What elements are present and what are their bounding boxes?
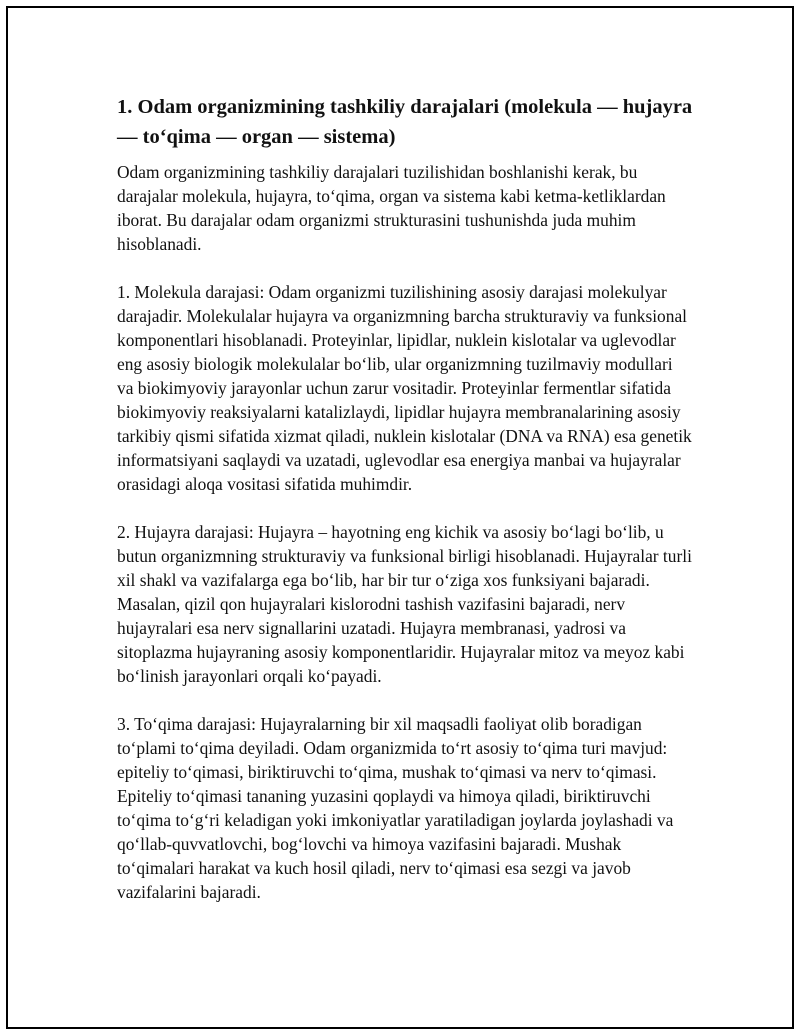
document-body [117,92,693,928]
molecule-level-paragraph: 1. Molekula darajasi: Odam organizmi tuzilishining asosiy darajasi molekulyar darajadir. Molekulalar hujayra va organizmning barcha strukturaviy va funksional komponentlari hisoblanadi. Proteyinlar, lipidlar, nuklein kislotalar va uglevodlar eng asosiy biologik molekulalar bo‘lib, ular organizmning tuzilmaviy modullari va biokimyoviy jarayonlar uchun zarur vositadir. Proteyinlar fermentlar sifatida biokimyoviy reaksiyalarni katalizlaydi, lipidlar hujayra membranalarining asosiy tarkibiy qismi sifatida xizmat qiladi, nuklein kislotalar (DNA va RNA) esa genetik informatsiyani saqlaydi va uzatadi, uglevodlar esa energiya manbai va hujayralar orasidagi aloqa vositasi sifatida muhimdir. [117,282,692,494]
cell-level-paragraph: 2. Hujayra darajasi: Hujayra – hayotning eng kichik va asosiy bo‘lagi bo‘lib, u butun organizmning strukturaviy va funksional birligi hisoblanadi. Hujayralar turli xil shakl va vazifalarga ega bo‘lib, har bir tur o‘ziga xos funksiyani bajaradi. Masalan, qizil qon hujayralari kislorodni tashish vazifasini bajaradi, nerv hujayralari esa nerv signallarini uzatadi. Hujayra membranasi, yadrosi va sitoplazma hujayraning asosiy komponentlaridir. Hujayralar mitoz va meyoz kabi bo‘linish jarayonlari orqali ko‘payadi. [117,522,692,686]
tissue-level-paragraph: 3. To‘qima darajasi: Hujayralarning bir xil maqsadli faoliyat olib boradigan to‘plami to‘qima deyiladi. Odam organizmida to‘rt asosiy to‘qima turi mavjud: epiteliy to‘qimasi, biriktiruvchi to‘qima, mushak to‘qimasi va nerv to‘qimasi. Epiteliy to‘qimasi tananing yuzasini qoplaydi va himoya qiladi, biriktiruvchi to‘qima to‘g‘ri keladigan yoki imkoniyatlar yaratiladigan joylarda joylashadi va qo‘llab-quvvatlovchi, bog‘lovchi va himoya vazifasini bajaradi. Mushak to‘qimalari harakat va kuch hosil qiladi, nerv to‘qimasi esa sezgi va javob vazifalarini bajaradi. [117,714,674,902]
document-heading: 1. Odam organizmining tashkiliy darajalari (molekula — hujayra — to‘qima — organ — sistema) [117,96,693,148]
intro-paragraph: Odam organizmining tashkiliy darajalari tuzilishidan boshlanishi kerak, bu darajalar molekula, hujayra, to‘qima, organ va sistema kabi ketma-ketliklardan iborat. Bu darajalar odam organizmi strukturasini tushunishda juda muhim hisoblanadi. [117,162,666,254]
